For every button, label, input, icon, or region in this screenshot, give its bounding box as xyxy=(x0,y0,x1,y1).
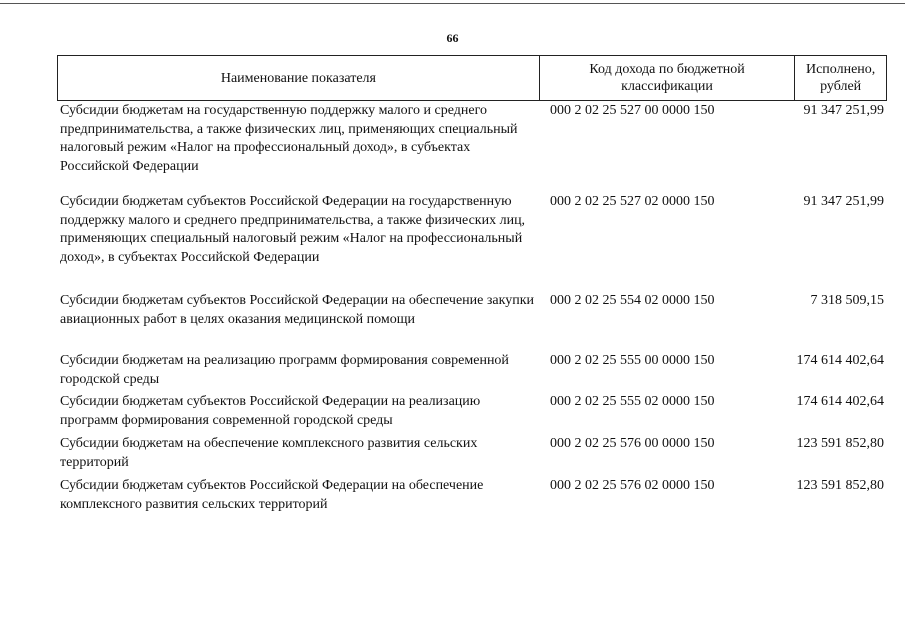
header-code: Код дохода по бюджетной классификации xyxy=(540,56,795,100)
table-row xyxy=(57,101,887,193)
header-amount: Исполнено, рублей xyxy=(805,62,876,94)
table-row xyxy=(57,292,887,349)
row-name: Субсидии бюджетам на обеспечение комплексного развития сельских территорий xyxy=(60,436,478,470)
row-code: 000 2 02 25 554 02 0000 150 xyxy=(550,293,715,308)
row-amount: 123 591 852,80 xyxy=(796,478,884,493)
row-name: Субсидии бюджетам субъектов Российской Федерации на государственную поддержку малого и среднего предпринимательства, а также физических лиц, применяющих специальный налоговый режим «Налог на профессиональный доход», в субъектах Российской Федерации xyxy=(60,194,526,265)
table-row xyxy=(57,477,887,517)
row-code: 000 2 02 25 555 00 0000 150 xyxy=(550,353,715,368)
row-code: 000 2 02 25 576 02 0000 150 xyxy=(550,478,715,493)
row-name: Субсидии бюджетам субъектов Российской Федерации на реализацию программ формирования современной городской среды xyxy=(60,394,481,428)
top-rule xyxy=(0,3,905,4)
table-row xyxy=(57,349,887,393)
row-name: Субсидии бюджетам субъектов Российской Федерации на обеспечение закупки авиационных работ в целях оказания медицинской помощи xyxy=(60,293,535,327)
table-row xyxy=(57,393,887,435)
row-name: Субсидии бюджетам на государственную поддержку малого и среднего предпринимательства, а также физических лиц, применяющих специальный налоговый режим «Налог на профессиональный доход», в субъектах Российской Федерации xyxy=(60,103,518,174)
row-amount: 123 591 852,80 xyxy=(796,436,884,451)
table-row xyxy=(57,435,887,477)
row-code: 000 2 02 25 527 02 0000 150 xyxy=(550,194,715,209)
page-number: 66 xyxy=(446,31,459,45)
row-code: 000 2 02 25 576 00 0000 150 xyxy=(550,436,715,451)
budget-table xyxy=(57,55,887,517)
row-amount: 7 318 509,15 xyxy=(810,293,884,308)
row-code: 000 2 02 25 555 02 0000 150 xyxy=(550,394,715,409)
row-name: Субсидии бюджетам субъектов Российской Федерации на обеспечение комплексного развития сельских территорий xyxy=(60,478,484,512)
row-amount: 91 347 251,99 xyxy=(803,194,884,209)
row-amount: 91 347 251,99 xyxy=(803,103,884,118)
row-amount: 174 614 402,64 xyxy=(796,394,884,409)
header-name: Наименование показателя xyxy=(58,56,540,100)
row-code: 000 2 02 25 527 00 0000 150 xyxy=(550,103,715,118)
row-amount: 174 614 402,64 xyxy=(796,353,884,368)
table-row xyxy=(57,193,887,292)
table-header xyxy=(57,55,887,101)
row-name: Субсидии бюджетам на реализацию программ формирования современной городской среды xyxy=(60,353,509,387)
